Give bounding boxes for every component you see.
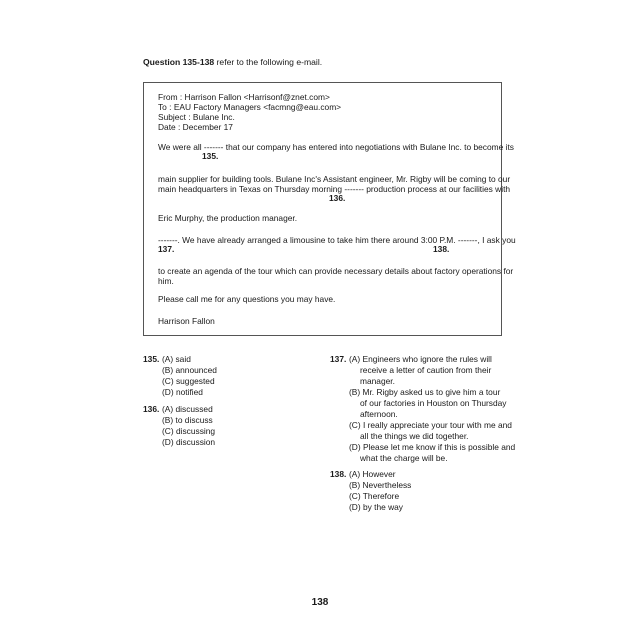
email-signature: Harrison Fallon [158, 316, 215, 326]
question-136-option-a[interactable]: (A) discussed [162, 404, 213, 414]
email-box [143, 82, 516, 336]
email-paragraph2-line3: him. [158, 276, 174, 286]
email-paragraph3: Please call me for any questions you may have. [158, 294, 336, 304]
question-137-option-c[interactable]: (C) I really appreciate your tour with me and [349, 420, 512, 430]
email-paragraph1-line4: Eric Murphy, the production manager. [158, 213, 298, 223]
question-135-option-d[interactable]: (D) notified [162, 387, 203, 397]
email-paragraph2-line2: to create an agenda of the tour which can provide necessary details about factory operations for [158, 266, 514, 276]
question-138-option-b[interactable]: (B) Nevertheless [349, 480, 412, 490]
question-135-number: 135. [143, 354, 160, 364]
question-137-option-a-line2: receive a letter of caution from their [360, 365, 492, 375]
question-135-option-b[interactable]: (B) announced [162, 365, 217, 375]
question-138-number: 138. [330, 469, 347, 479]
question-instruction: refer to the following e-mail. [214, 57, 323, 67]
question-137-option-b[interactable]: (B) Mr. Rigby asked us to give him a tour [349, 387, 501, 397]
question-136-number: 136. [143, 404, 160, 414]
email-date: Date : December 17 [158, 122, 233, 132]
question-137-option-c-line2: all the things we did together. [360, 431, 469, 441]
email-paragraph1-line1: We were all ------- that our company has entered into negotiations with Bulane Inc. to become its [158, 142, 514, 152]
question-heading [143, 57, 322, 67]
email-paragraph1-line3: main headquarters in Texas on Thursday morning ------- production process at our facilities with [158, 184, 511, 194]
blank-137-label: 137. [158, 244, 175, 254]
question-137-option-a[interactable]: (A) Engineers who ignore the rules will [349, 354, 492, 364]
blank-136-label: 136. [329, 193, 346, 203]
question-137-option-a-line3: manager. [360, 376, 395, 386]
question-136-option-c[interactable]: (C) discussing [162, 426, 216, 436]
question-137-option-b-line3: afternoon. [360, 409, 398, 419]
question-136-option-b[interactable]: (B) to discuss [162, 415, 213, 425]
question-135-option-c[interactable]: (C) suggested [162, 376, 215, 386]
question-137-number: 137. [330, 354, 347, 364]
email-paragraph1-line2: main supplier for building tools. Bulane Inc's Assistant engineer, Mr. Rigby will be coming to our [158, 174, 511, 184]
question-138-option-a[interactable]: (A) However [349, 469, 396, 479]
page-number: 138 [311, 597, 329, 608]
question-range: Question 135-138 [143, 57, 215, 67]
question-137-option-b-line2: of our factories in Houston on Thursday [360, 398, 507, 408]
email-paragraph2-line1: -------. We have already arranged a limousine to take him there around 3:00 P.M. -------, I ask you [158, 235, 516, 245]
question-138-option-c[interactable]: (C) Therefore [349, 491, 400, 501]
email-to: To : EAU Factory Managers <facmng@eau.com> [158, 102, 342, 112]
question-137-option-d-line2: what the charge will be. [360, 453, 448, 463]
question-136-option-d[interactable]: (D) discussion [162, 437, 216, 447]
question-138-option-d[interactable]: (D) by the way [349, 502, 403, 512]
email-subject: Subject : Bulane Inc. [158, 112, 235, 122]
email-from: From : Harrison Fallon <Harrisonf@znet.com> [158, 92, 330, 102]
blank-135-label: 135. [202, 151, 219, 161]
question-135-option-a[interactable]: (A) said [162, 354, 191, 364]
question-137-option-d[interactable]: (D) Please let me know if this is possible and [349, 442, 516, 452]
blank-138-label: 138. [433, 244, 450, 254]
